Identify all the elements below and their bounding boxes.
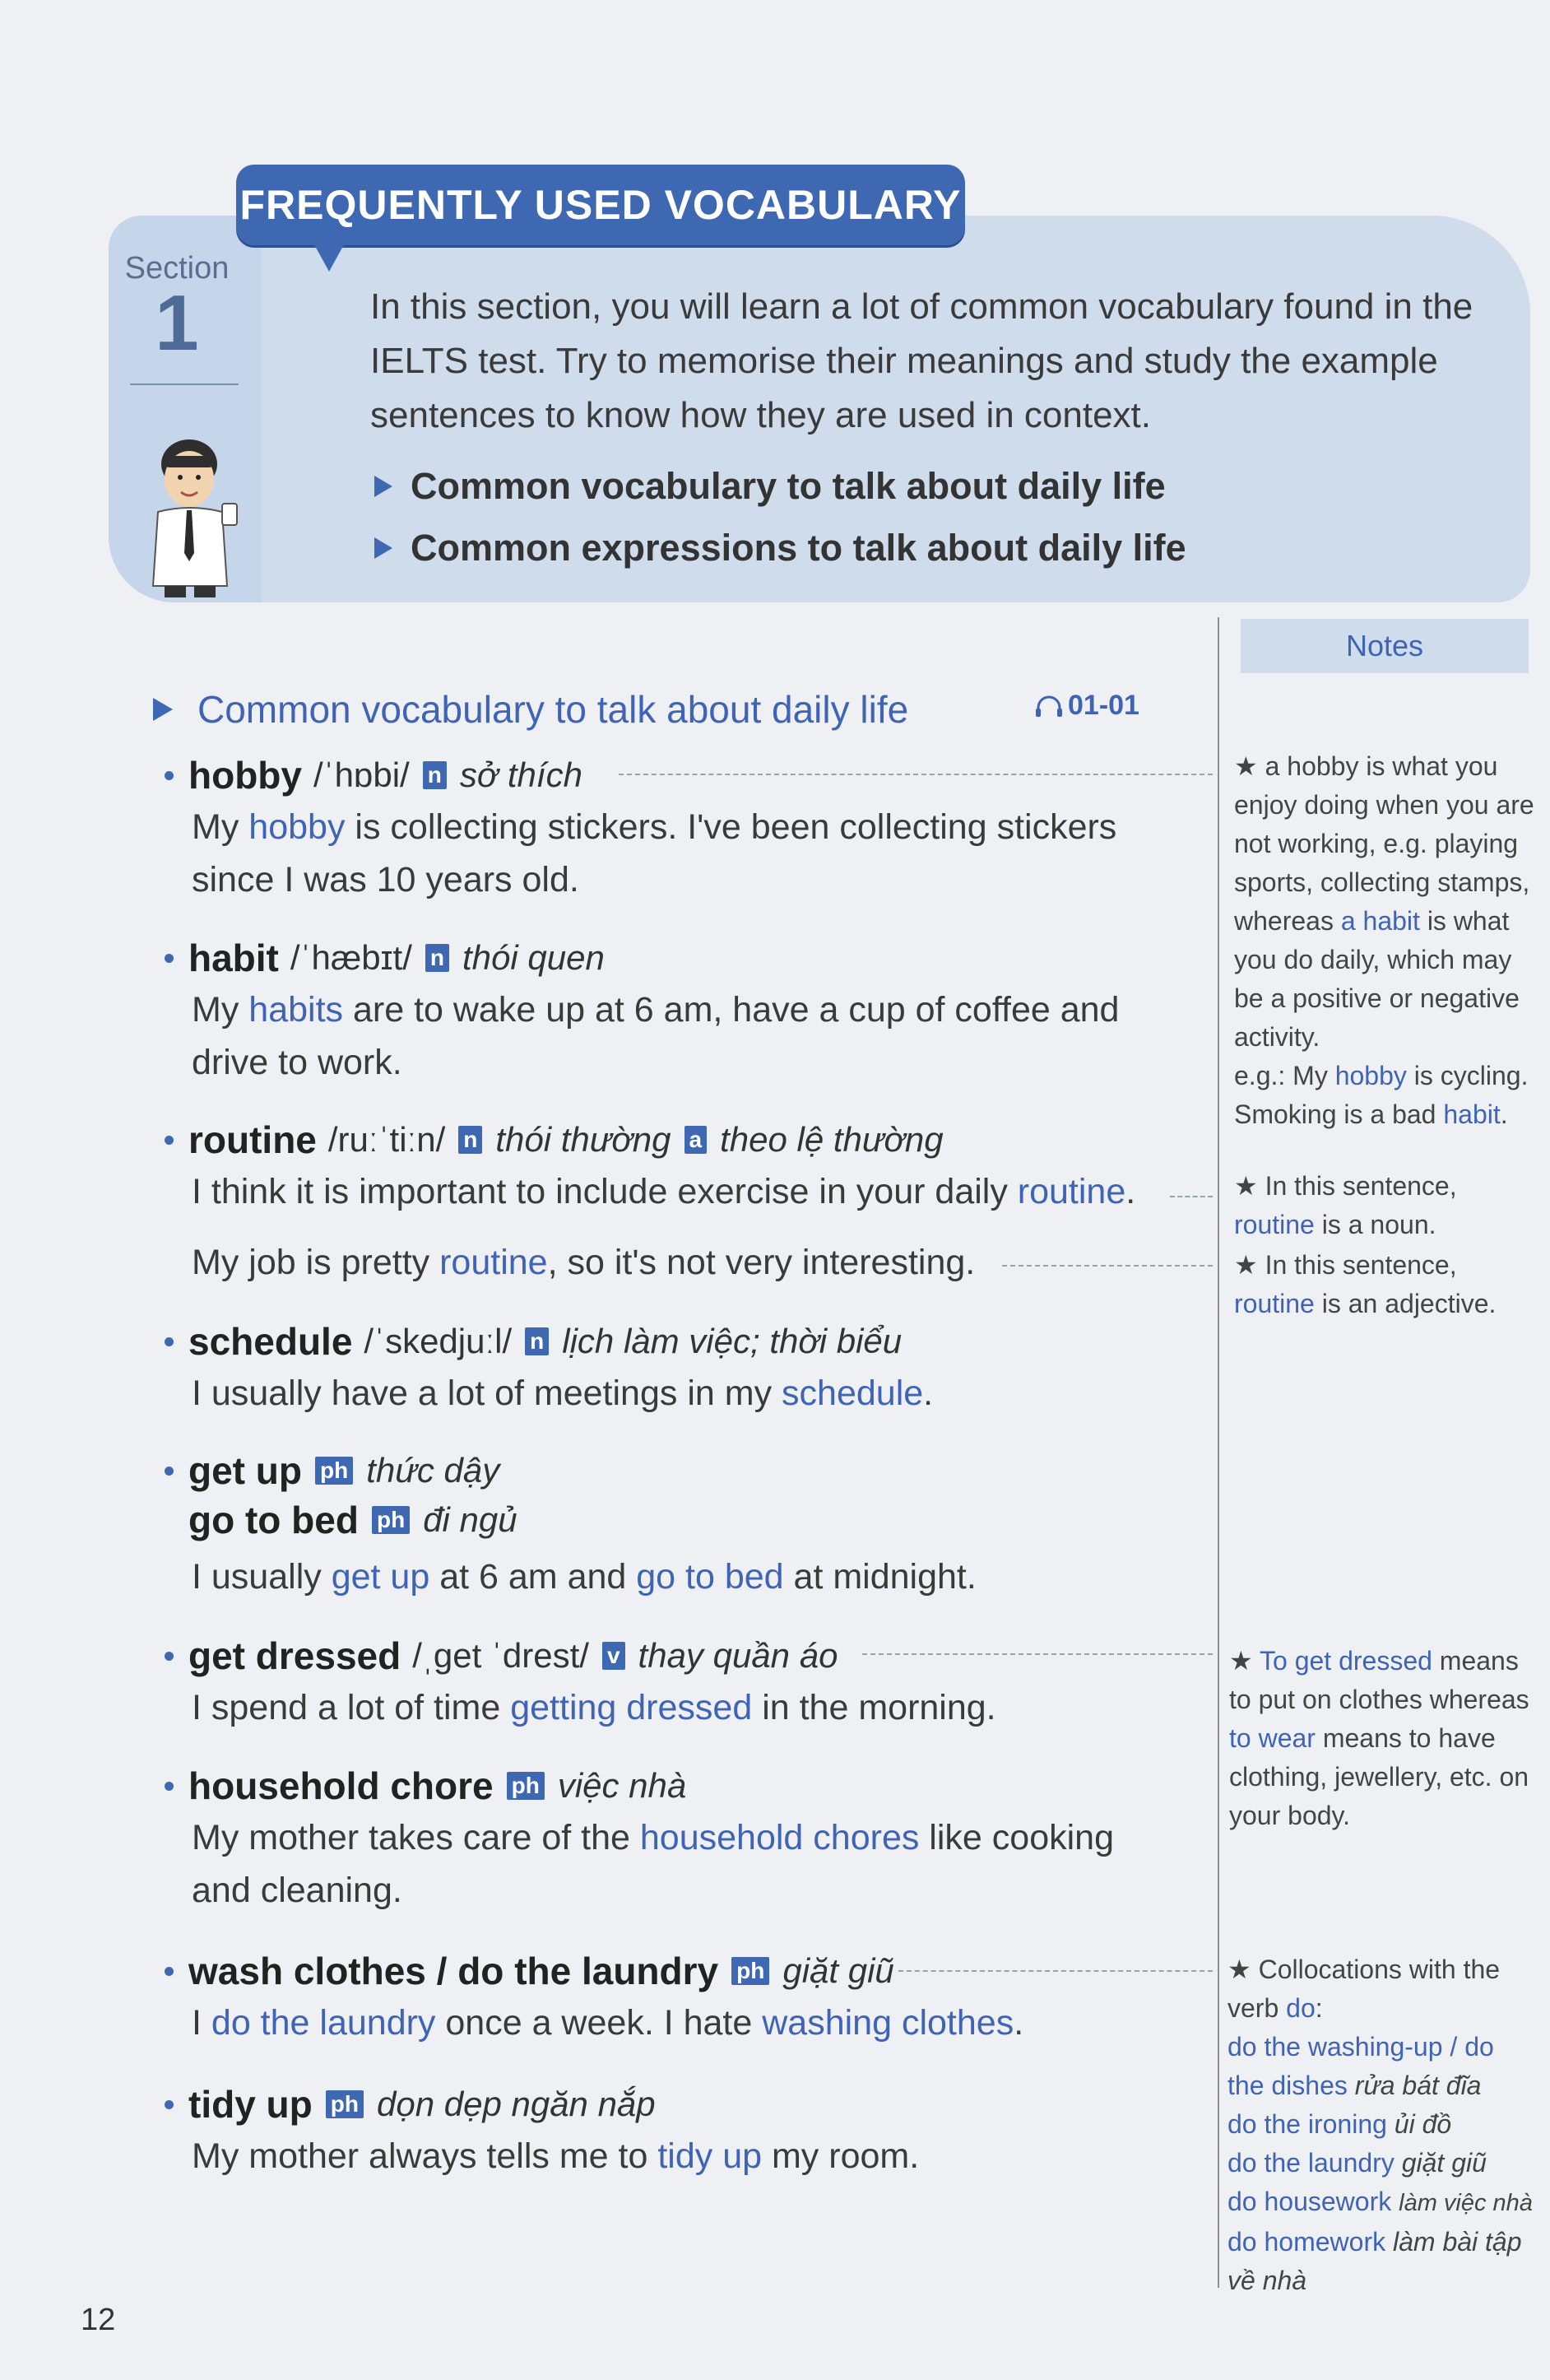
bullet-dot-icon [165,2100,174,2109]
vocab-word: go to bed [188,1499,359,1541]
example-sentence: My mother takes care of the household chores like cooking and cleaning. [192,1818,1114,1910]
mascot-illustration [146,430,245,602]
audio-track-label: 01-01 [1035,690,1139,722]
vietnamese-meaning: thói quen [462,938,605,977]
vietnamese-meaning: dọn dẹp ngăn nắp [376,2085,656,2123]
part-of-speech-badge: n [425,944,449,972]
vocab-word: household chore [188,1764,494,1807]
note-do-collocations: ★ Collocations with the verb do: do the washing-up / do the dishes rửa bát đĩa do the ironing ủi đồ do the laundry giặt giũ do housework làm việc nhà do homework làm bài tập về nhà [1227,1955,1533,2295]
vietnamese-meaning: sở thích [459,755,582,794]
vietnamese-meaning: thói thường [495,1120,671,1159]
part-of-speech-badge: n [525,1327,549,1355]
part-of-speech-badge: ph [731,1957,769,1985]
example-sentence: I usually have a lot of meetings in my schedule. [192,1374,934,1413]
vietnamese-meaning: đi ngủ [423,1500,517,1539]
vocab-entry-habit [165,936,1218,1089]
vocab-word: tidy up [188,2083,313,2126]
page-number: 12 [81,2303,116,2337]
part-of-speech-badge: ph [315,1457,353,1485]
example-sentence: My job is pretty routine, so it's not very interesting. [192,1243,976,1282]
section-number: 1 [155,279,199,367]
bullet-dot-icon [165,1467,174,1476]
vocab-entry-get-dressed [165,1634,1218,1734]
vocab-word: wash clothes / do the laundry [188,1950,719,1992]
note-leader-line [1170,1196,1213,1197]
title-tab-pointer [311,239,347,272]
note-routine-adjective: ★ In this sentence, routine is an adjective. [1234,1250,1497,1318]
vocab-entry-laundry [165,1949,1218,2049]
bullet-dot-icon [165,1136,174,1145]
vocab-entry-routine [165,1118,1218,1289]
vocab-entry-tidy-up [165,2082,1218,2182]
vocab-entry-hobby [165,753,1218,906]
vietnamese-meaning: theo lệ thường [720,1120,944,1159]
vocab-entry-get-up [165,1448,1218,1603]
bullet-dot-icon [165,1652,174,1661]
note-hobby-vs-habit: ★ a hobby is what you enjoy doing when you are not working, e.g. playing sports, collecting stamps, whereas a habit is what you do daily, which may be a positive or negative activity. e.g.: My hobby is cycling. Smoking is a bad habit. [1234,751,1534,1129]
subsection-heading: Common vocabulary to talk about daily life [153,687,908,732]
triangle-bullet-icon [153,698,173,721]
intro-bullet: Common vocabulary to talk about daily life [374,465,1166,508]
headphones-icon [1035,694,1063,718]
vietnamese-meaning: thay quần áo [638,1636,838,1675]
bullet-dot-icon [165,1782,174,1791]
vietnamese-meaning: thức dậy [366,1451,500,1490]
example-sentence: I think it is important to include exercise in your daily routine. [192,1172,1136,1211]
notes-column-divider [1218,617,1219,2288]
notes-header: Notes [1241,619,1529,673]
part-of-speech-badge: ph [372,1506,410,1534]
part-of-speech-badge: n [423,761,447,789]
example-sentence: My hobby is collecting stickers. I've been collecting stickers since I was 10 years old. [192,807,1117,899]
vietnamese-meaning: giặt giũ [782,1951,894,1990]
bullet-dot-icon [165,1967,174,1976]
note-leader-line [1002,1265,1213,1267]
vocab-word: routine [188,1118,317,1161]
note-leader-line [619,774,1213,775]
section-intro-text: In this section, you will learn a lot of common vocabulary found in the IELTS test. Try to memorise their meanings and study the example sentences to know how they are used in context. [370,286,1473,435]
pronunciation: /ˈhɒbi/ [313,755,410,794]
pronunciation: /ruːˈtiːn/ [327,1120,446,1159]
part-of-speech-badge: a [685,1126,708,1154]
note-get-dressed: ★ To get dressed means to put on clothes whereas to wear means to have clothing, jewellery, etc. on your body. [1229,1646,1529,1830]
note-leader-line [862,1653,1213,1655]
note-leader-line [898,1970,1213,1972]
vocab-word: schedule [188,1320,353,1363]
part-of-speech-badge: n [458,1126,482,1154]
bullet-dot-icon [165,771,174,780]
section-title-tab: FREQUENTLY USED VOCABULARY [236,165,965,245]
vietnamese-meaning: lịch làm việc; thời biểu [562,1322,903,1360]
note-routine-noun: ★ In this sentence, routine is a noun. [1234,1171,1457,1239]
vocab-entry-schedule [165,1319,1218,1420]
vocab-word: hobby [188,754,302,797]
example-sentence: My mother always tells me to tidy up my room. [192,2136,920,2176]
vocab-word: habit [188,937,279,979]
part-of-speech-badge: ph [507,1772,545,1800]
example-sentence: I usually get up at 6 am and go to bed at midnight. [192,1557,977,1597]
vocab-word: get up [188,1449,302,1492]
section-divider [130,383,239,385]
example-sentence: My habits are to wake up at 6 am, have a cup of coffee and drive to work. [192,990,1120,1082]
vietnamese-meaning: việc nhà [557,1766,687,1805]
intro-bullet: Common expressions to talk about daily life [374,527,1186,569]
pronunciation: /ˈskedjuːl/ [364,1322,513,1360]
triangle-bullet-icon [374,476,392,497]
pronunciation: /ˈhæbɪt/ [290,938,412,977]
pronunciation: /ˌget ˈdrest/ [412,1636,589,1675]
bullet-dot-icon [165,1337,174,1346]
example-sentence: I do the laundry once a week. I hate washing clothes. [192,2003,1024,2043]
part-of-speech-badge: ph [326,2090,364,2118]
vocab-entry-household-chore [165,1764,1218,1917]
section-label: Section [124,251,230,286]
part-of-speech-badge: v [602,1642,625,1670]
bullet-dot-icon [165,954,174,963]
vocab-word: get dressed [188,1634,401,1677]
example-sentence: I spend a lot of time getting dressed in the morning. [192,1688,996,1727]
triangle-bullet-icon [374,537,392,559]
